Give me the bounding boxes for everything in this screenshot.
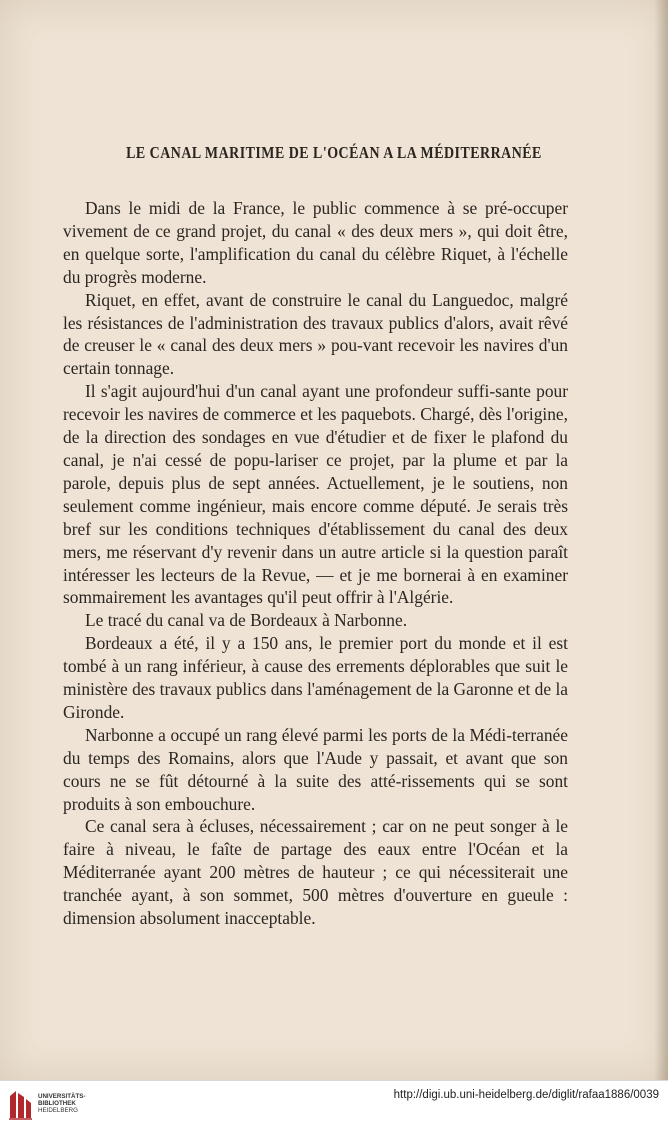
- library-name: [38, 1093, 85, 1115]
- library-name-line1: UNIVERSITÄTS-: [38, 1093, 86, 1100]
- paragraph: Ce canal sera à écluses, nécessairement ; car on ne peut songer à le faire à niveau, le faîte de partage des eaux entre l'Océan et la Méditerranée ayant 200 mètres de hauteur ; ce qui nécessiterait une tranchée ayant, à son sommet, 500 mètres d'ouverture en gueule : dimension absolument inacceptable.: [63, 816, 568, 929]
- library-name-line3: HEIDELBERG: [38, 1107, 78, 1115]
- paragraph: Bordeaux a été, il y a 150 ans, le premier port du monde et il est tombé à un rang inférieur, à cause des errements déplorables que suit le ministère des travaux publics dans l'aménagement de la Garonne et de la Gironde.: [63, 633, 568, 722]
- permalink-url[interactable]: http://digi.ub.uni-heidelberg.de/diglit/rafaa1886/0039: [393, 1089, 659, 1101]
- viewer-footer: [0, 1080, 668, 1130]
- library-name-line2: BIBLIOTHEK: [38, 1100, 76, 1108]
- page-title: LE CANAL MARITIME DE L'OCÉAN A LA MÉDITERRANÉE: [126, 143, 542, 162]
- article-body: [63, 197, 568, 930]
- paragraph: Dans le midi de la France, le public commence à se pré-occuper vivement de ce grand projet, du canal « des deux mers », qui doit être, en quelque sorte, l'amplification du canal du célèbre Riquet, à l'échelle du progrès moderne.: [63, 198, 568, 287]
- paragraph: Le tracé du canal va de Bordeaux à Narbonne.: [85, 610, 408, 631]
- paragraph: Il s'agit aujourd'hui d'un canal ayant une profondeur suffi-sante pour recevoir les navires de commerce et les paquebots. Chargé, dès l'origine, de la direction des sondages en vue d'étudier et de fixer le plafond du canal, je n'ai cessé de popu-lariser ce projet, par la plume et par la parole, depuis plus de sept années. Actuellement, je le soutiens, non seulement comme ingénieur, mais encore comme député. Je serais très bref sur les conditions techniques d'établissement du canal des deux mers, me réservant d'y revenir dans un autre article si la question paraît intéresser les lecteurs de la Revue, — et je me bornerai à en examiner sommairement les avantages qu'il peut offrir à l'Algérie.: [63, 381, 568, 608]
- paragraph: Narbonne a occupé un rang élevé parmi les ports de la Médi-terranée du temps des Romains, alors que l'Aude y passait, et avant que son cours ne se fût détourné à la suite des atté-rissements qui se sont produits à son embouchure.: [63, 724, 568, 814]
- heidelberg-library-logo-icon[interactable]: [7, 1088, 33, 1121]
- paragraph: Riquet, en effet, avant de construire le canal du Languedoc, malgré les résistances de l'administration des travaux publics d'alors, avait rêvé de creuser le « canal des deux mers » pou-vant recevoir les navires d'un certain tonnage.: [63, 289, 568, 379]
